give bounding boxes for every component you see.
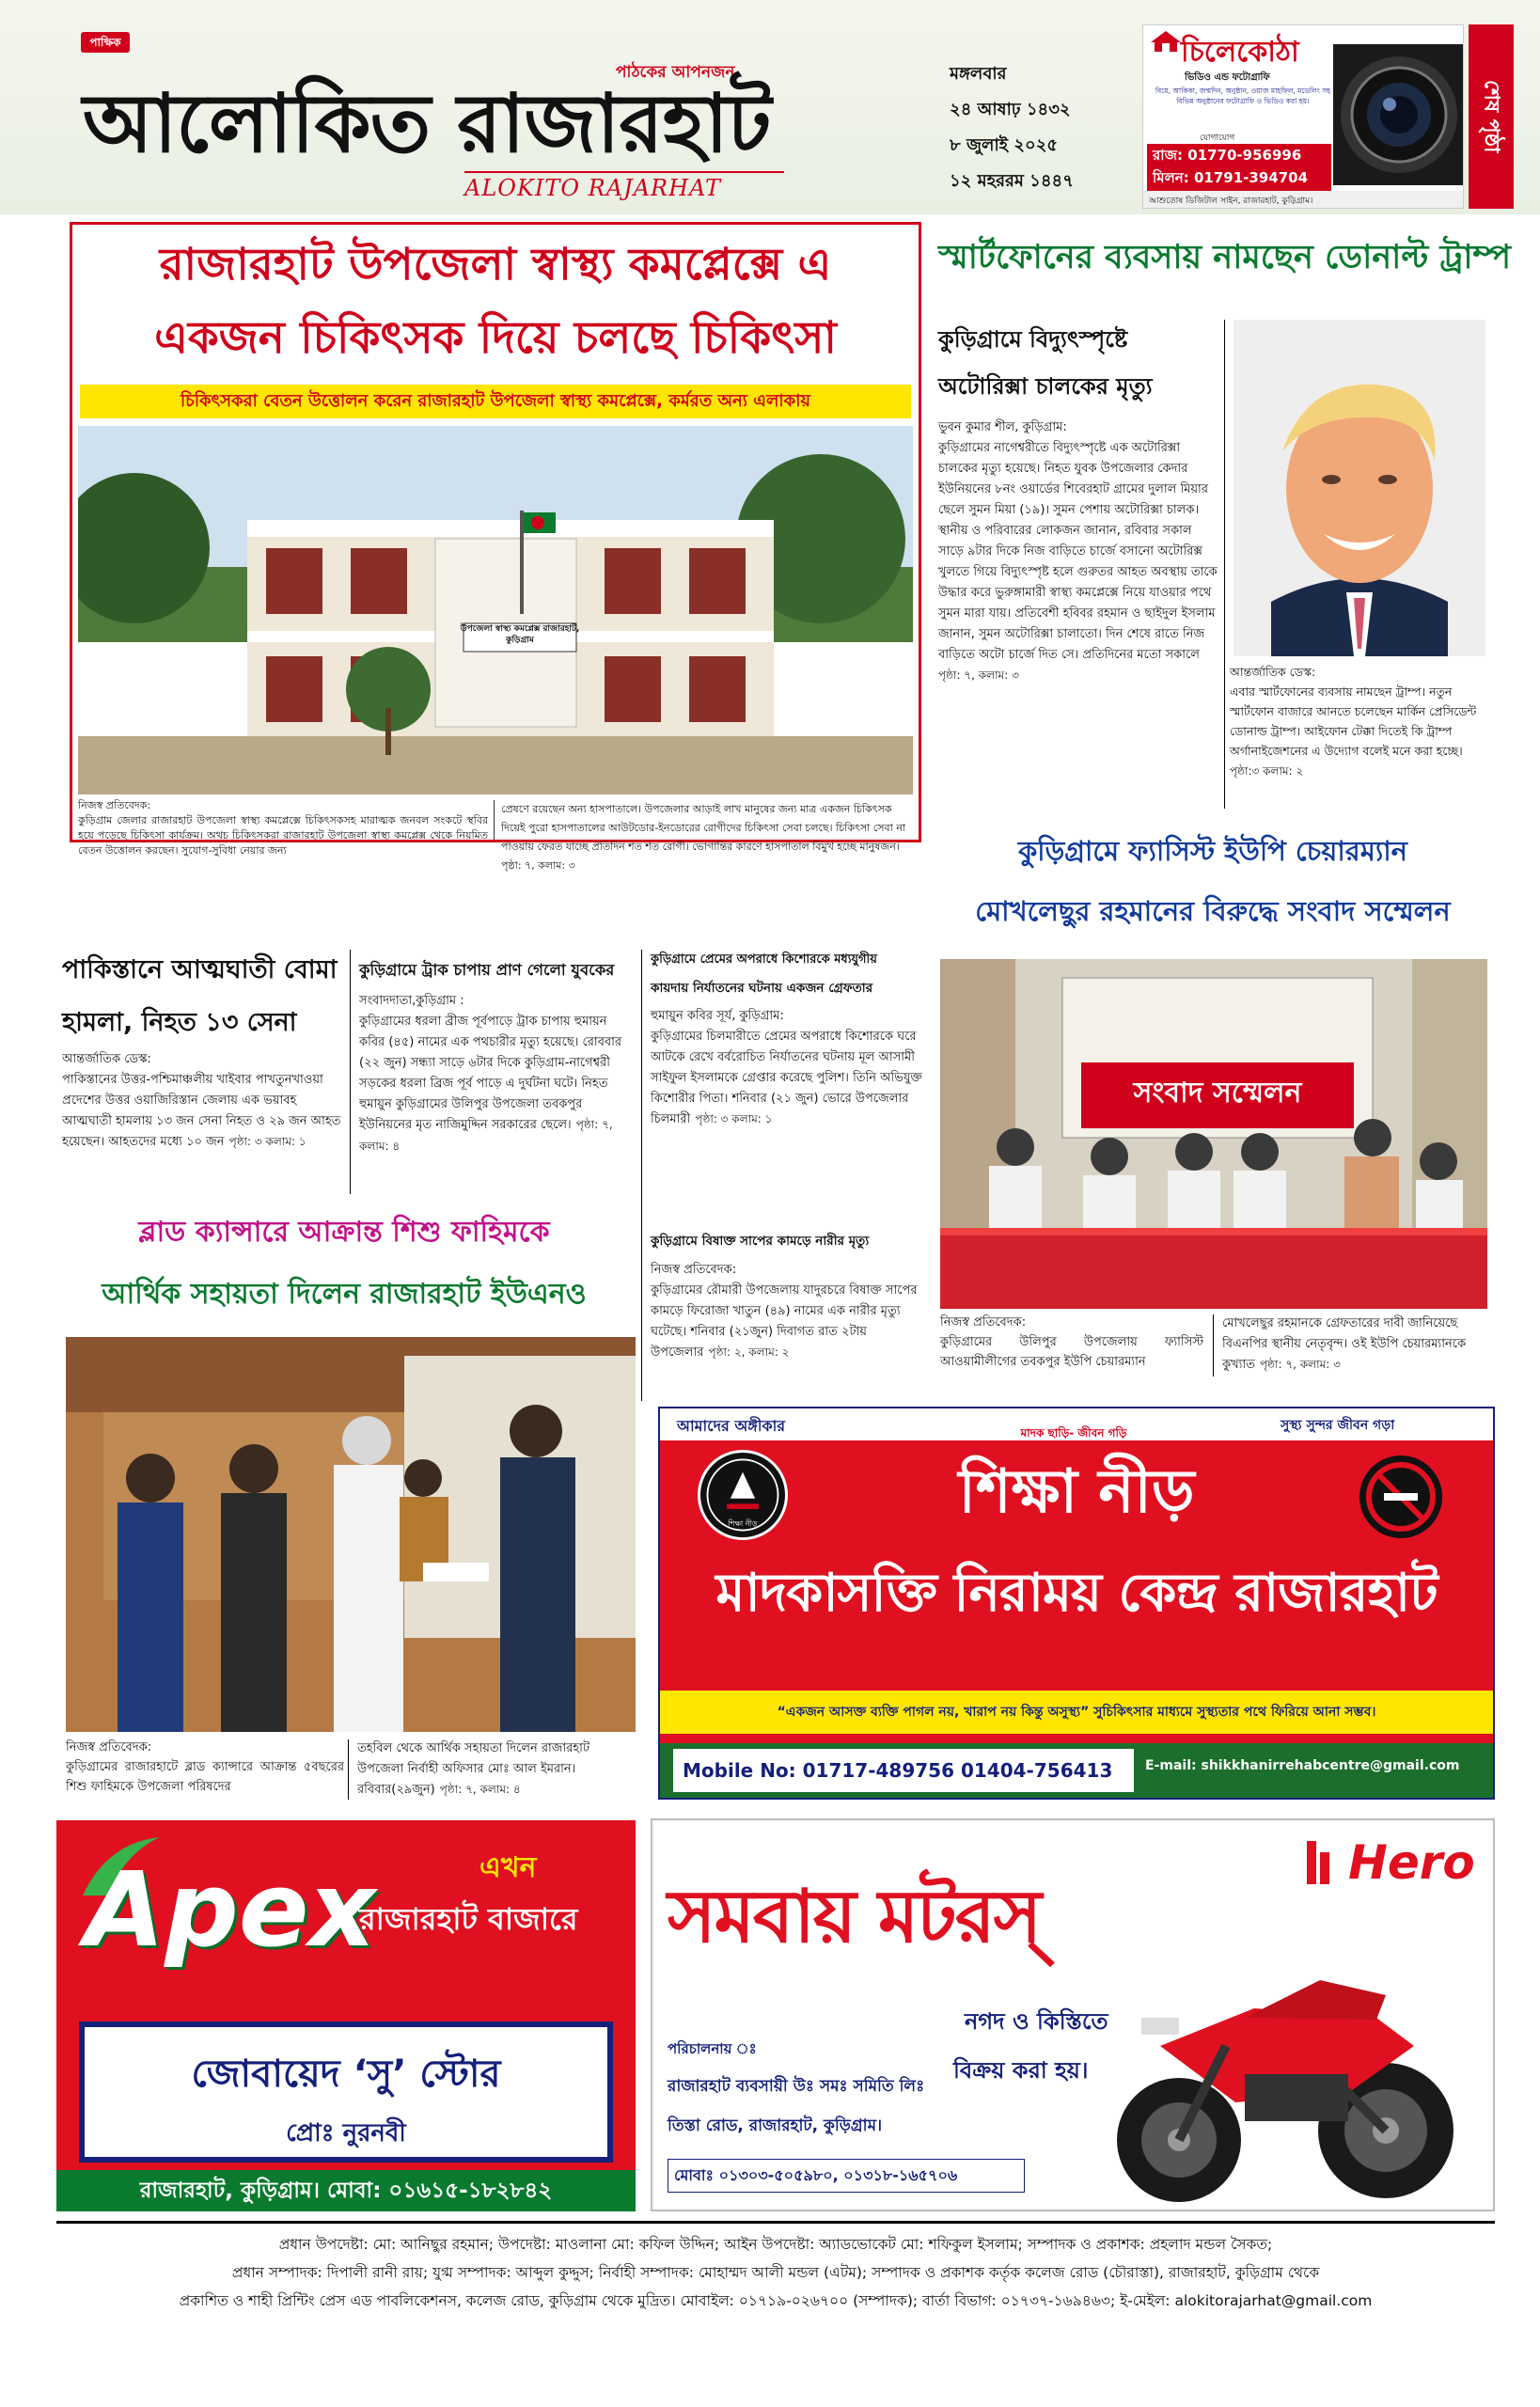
trump-byline: আন্তর্জাতিক ডেস্ক: bbox=[1230, 665, 1316, 679]
masthead-title: আলোকিত রাজারহাট bbox=[83, 77, 771, 171]
truck-byline: সংবাদদাতা,কুড়িগ্রাম : bbox=[359, 994, 464, 1008]
press-col-divider bbox=[1213, 1314, 1214, 1377]
cancer-photo bbox=[66, 1337, 636, 1732]
motors-manage-label: পরিচালনায় ঃ bbox=[668, 2040, 757, 2057]
hero-logo-icon bbox=[1303, 1839, 1341, 1886]
lead-story bbox=[70, 222, 921, 872]
rehab-title: শিক্ষা নীড় bbox=[958, 1457, 1195, 1527]
motors-terms-line1: নগদ ও কিস্তিতে bbox=[965, 2008, 1108, 2035]
cancer-col2 bbox=[357, 1738, 636, 1801]
apex-brand: Apex bbox=[85, 1849, 376, 1970]
lead-col1-text: কুড়িগ্রাম জেলার রাজারহাট উপজেলা স্বাস্থ্য কমপ্লেক্সে চিকিৎসকসহ মারাত্মক জনবল সংকটে স্থবির হয়ে পড়েছে চিকিৎসা কার্যক্রম। অথচ চিকিৎসকরা রাজারহাট উপজেলা স্বাস্থ্য কমপ্লেক্স থেকে নিয়মিত বেতন উত্তোলন করছেন। সুযোগ-সুবিধা নেয়ার জন্য bbox=[78, 814, 488, 857]
rehab-quote: “একজন আসক্ত ব্যক্তি পাগল নয়, খারাপ নয় কিন্তু অসুস্থ্য” সুচিকিৎসার মাধ্যমে সুস্থ্যতার পথে ফিরিয়ে আনা সম্ভব। bbox=[660, 1691, 1493, 1734]
electro-story bbox=[938, 316, 1220, 686]
motorcycle-image bbox=[1104, 1905, 1489, 2206]
trump-headline: স্মার্টফোনের ব্যবসায় নামছেন ডোনাল্ট ট্রাম্প bbox=[938, 239, 1512, 276]
lead-continued: পৃষ্ঠা: ৭, কলাম: ৩ bbox=[501, 859, 575, 872]
apex-footer: রাজারহাট, কুড়িগ্রাম। মোবা: ০১৬১৫-১৮২৮৪২ bbox=[56, 2170, 636, 2211]
header-ad-subtitle: ভিডিও এন্ড ফটোগ্রাফি bbox=[1185, 72, 1270, 83]
cancer-byline: নিজস্ব প্রতিবেদক: bbox=[66, 1740, 152, 1754]
pakistan-headline-line1: পাকিস্তানে আত্মঘাতী বোমা bbox=[62, 955, 338, 984]
cancer-col1 bbox=[66, 1738, 344, 1797]
cancer-continued: পৃষ্ঠা: ৭, কলাম: ৪ bbox=[439, 1783, 521, 1796]
cancer-col2-text: তহবিল থেকে আর্থিক সহায়তা দিলেন রাজারহাট উপজেলা নির্বাহী অফিসার মোঃ আল ইমরান। রবিবার(২৯জুন) bbox=[357, 1741, 590, 1797]
cancer-col-divider bbox=[348, 1739, 349, 1800]
electro-headline-line2: অটোরিক্সা চালকের মৃত্যু bbox=[938, 373, 1153, 400]
love-headline-line1: কুড়িগ্রামে প্রেমের অপরাধে কিশোরকে মধ্যযুগীয় bbox=[651, 952, 877, 967]
snake-body: কুড়িগ্রামের রৌমারী উপজেলায় যাদুরচরে বিষাক্ত সাপের কামড়ে ফিরোজা খাতুন (৪৯) নামের এক নারীর মৃত্যু ঘটেছে। শনিবার (২১জুন) দিবাগত রাত ২টায় উপজেলার bbox=[651, 1283, 918, 1360]
lead-headline-line1: রাজারহাট উপজেলা স্বাস্থ্য কমপ্লেক্সে এ bbox=[159, 239, 832, 291]
camera-icon bbox=[1333, 44, 1464, 185]
header-ad-phone2: মিলন: 01791-394704 bbox=[1147, 166, 1331, 192]
page-label: শেষ পৃষ্ঠা bbox=[1479, 80, 1503, 153]
love-body: কুড়িগ্রামের চিলমারীতে প্রেমের অপরাধে কিশোরকে ঘরে আটকে রেখে বর্বরোচিত নির্যাতনের ঘটনায় মূল আসামী সাইফুল ইসলামকে গ্রেপ্তার করেছে পুলিশ। তিনি অভিযুক্ত কিশোরীর পিতা। শনিবার (২১ জুন) ভোরে উপজেলার চিলমারী bbox=[651, 1030, 922, 1126]
snake-byline: নিজস্ব প্রতিবেদক: bbox=[651, 1263, 737, 1277]
love-headline-line2: কায়দায় নির্যাতনের ঘটনায় একজন গ্রেফতার bbox=[651, 981, 873, 996]
love-story bbox=[651, 946, 923, 1130]
header-ad-services: বিয়ে, আকিকা, জন্মদিন, অনুষ্ঠান, ওয়াজ মাহফিল, মডেলিং সহ বিভিন্ন অনুষ্ঠানের ফটোগ্রাফি ও ভিডিও করা হয়। bbox=[1155, 87, 1331, 105]
pakistan-headline-line2: হামলা, নিহত ১৩ সেনা bbox=[62, 1008, 297, 1037]
pakistan-story bbox=[62, 944, 342, 1153]
trump-text bbox=[1230, 662, 1487, 782]
pakistan-divider bbox=[350, 950, 351, 1194]
date-bangla: ২৪ আষাঢ় ১৪৩২ bbox=[950, 100, 1071, 119]
snake-story bbox=[651, 1222, 923, 1363]
masthead-tagline: পাঠকের আপনজন bbox=[616, 63, 735, 82]
press-headline-line1: কুড়িগ্রামে ফ্যাসিস্ট ইউপি চেয়ারম্যান bbox=[1017, 835, 1407, 867]
apex-store: জোবায়েদ ‘সু’ স্টোর bbox=[191, 2053, 501, 2096]
date-english: ৮ জুলাই ২০২৫ bbox=[950, 135, 1059, 155]
lead-col2 bbox=[501, 798, 913, 875]
press-continued: পৃষ্ঠা: ৭, কলাম: ৩ bbox=[1260, 1358, 1341, 1371]
press-col2-text: মোখলেছুর রহমানকে গ্রেফতারের দাবী জানিয়েছে বিএনপির স্থানীয় নেতৃবৃন্দ। ওই ইউপি চেয়ারম্যানকে কুখ্যাত bbox=[1222, 1316, 1467, 1372]
truck-divider bbox=[641, 950, 642, 1401]
press-banner-text: সংবাদ সম্মেলন bbox=[1133, 1077, 1302, 1109]
cancer-col1-text: কুড়িগ্রামের রাজারহাটে ব্লাড ক্যান্সারে আক্রান্ত ৫বছরের শিশু ফাহিমকে উপজেলা পরিষদের bbox=[66, 1760, 344, 1794]
lead-col1 bbox=[78, 798, 488, 858]
imprint-line2: প্রধান সম্পাদক: দিপালী রানী রায়; যুগ্ম সম্পাদক: আব্দুল কুদ্দুস; নির্বাহী সম্পাদক: মোহাম্মদ আলী মন্ডল (এটম); সম্পাদক ও প্রকাশক কর্তৃক কলেজ রোড (চৌরাস্তা), রাজারহাট, কুড়িগ্রাম থেকে bbox=[231, 2264, 1320, 2281]
cancer-headline-line1: ব্লাড ক্যান্সারে আক্রান্ত শিশু ফাহিমকে bbox=[138, 1216, 550, 1249]
header-ad-house-icon bbox=[1149, 29, 1183, 54]
apex-place: রাজারহাট বাজারে bbox=[359, 1901, 578, 1937]
lead-col-divider bbox=[494, 800, 495, 840]
motors-phone: মোবাঃ ০১৩০৩-৫০৫৯৮০, ০১৩১৮-১৬৫৭০৬ bbox=[668, 2159, 1025, 2193]
date-hijri: ১২ মহররম ১৪৪৭ bbox=[950, 171, 1074, 191]
imprint-rule bbox=[56, 2221, 1495, 2224]
rehab-top-left: আমাদের অঙ্গীকার bbox=[677, 1417, 786, 1435]
cancer-headline-line2: আর্থিক সহায়তা দিলেন রাজারহাট ইউএনও bbox=[102, 1278, 587, 1311]
pakistan-body: পাকিস্তানের উত্তর-পশ্চিমাঞ্চলীয় খাইবার পাখতুনখাওয়া প্রদেশের উত্তর ওয়াজিরিস্তান জেলায় এক ভয়াবহ আত্মঘাতী হামলায় ১৩ জন সেনা নিহত ও ২৯ জন আহত হয়েছেন। আহতদের মধ্যে ১০ জন bbox=[62, 1073, 341, 1149]
header-ad-name: চিলেকোঠা bbox=[1181, 36, 1299, 69]
masthead-title-english: ALOKITO RAJARHAT bbox=[464, 175, 722, 201]
lead-headline-line2: একজন চিকিৎসক দিয়ে চলছে চিকিৎসা bbox=[154, 312, 837, 364]
motors-terms-line2: বিক্রয় করা হয়। bbox=[953, 2057, 1089, 2084]
hospital-sign-text: উপজেলা স্বাস্থ্য কমপ্লেক্স রাজারহাট, কুড়িগ্রাম bbox=[460, 624, 580, 645]
trump-photo bbox=[1234, 320, 1485, 656]
pakistan-byline: আন্তর্জাতিক ডেস্ক: bbox=[62, 1052, 151, 1066]
imprint-line3: প্রকাশিত ও শাহী প্রিন্টিং প্রেস এড পাবলিকেশনস, কলেজ রোড, কুড়িগ্রাম থেকে মুদ্রিত। মোবাইল: ০১৭১৯-০২৬৭০০ (সম্পাদক); বার্তা বিভাগ: ০১৭৩৭-১৬৯৪৬৩; ই-মেইল: alokitorajarhat@gmail.com bbox=[179, 2292, 1373, 2309]
lead-byline: নিজস্ব প্রতিবেদক: bbox=[78, 799, 151, 811]
apex-owner: প্রোঃ নুরনবী bbox=[286, 2119, 406, 2147]
motors-address: তিস্তা রোড, রাজারহাট, কুড়িগ্রাম। bbox=[668, 2116, 883, 2135]
press-byline: নিজস্ব প্রতিবেদক: bbox=[940, 1315, 1027, 1329]
pakistan-continued: পৃষ্ঠা: ৩ কলাম: ১ bbox=[228, 1135, 306, 1148]
trump-continued: পৃষ্ঠা:৩ কলাম: ২ bbox=[1230, 764, 1304, 778]
electro-headline-line1: কুড়িগ্রামে বিদ্যুৎস্পৃষ্টে bbox=[938, 326, 1128, 353]
truck-headline: কুড়িগ্রামে ট্রাক চাপায় প্রাণ গেলো যুবকের bbox=[359, 961, 615, 979]
truck-continued: পৃষ্ঠা: ৭, কলাম: ৪ bbox=[359, 1118, 613, 1153]
press-col1-text: কুড়িগ্রামের উলিপুর উপজেলায় ফ্যাসিস্ট আওয়ামীলীগের তবকপুর ইউপি চেয়ারম্যান bbox=[940, 1335, 1203, 1369]
masthead-rule bbox=[464, 171, 784, 173]
motors-ad bbox=[651, 1818, 1495, 2211]
rehab-logo-text: শিক্ষা নীড় bbox=[728, 1519, 758, 1528]
rehab-top-center: মাদক ছাড়ি- জীবন গড়ি bbox=[1020, 1426, 1127, 1439]
rehab-subtitle: মাদকাসক্তি নিরাময় কেন্দ্র রাজারহাট bbox=[715, 1563, 1438, 1624]
love-continued: পৃষ্ঠা: ৩ কলাম: ১ bbox=[695, 1112, 773, 1125]
press-headline-line2: মোখলেছুর রহমানের বিরুদ্ধে সংবাদ সম্মেলন bbox=[975, 895, 1451, 927]
lead-hospital-photo bbox=[78, 426, 913, 794]
lead-col2-text: প্রেষণে রয়েছেন অন্য হাসপাতালে। উপজেলার আড়াই লাখ মানুষের জন্য মাত্র একজন চিকিৎসক দিয়েই পুরো হাসপাতালের আউটডোর-ইনডোরের রোগীদের চিকিৎসা সেবা চলছে। চিকিৎসা সেবা না পাওয়ায় ফেরত যাচ্ছে প্রতিদিন শত শত রোগী। ভোগান্তির কারণে হাসপাতাল বিমুখ হচ্ছে মানুষজন। bbox=[501, 803, 906, 853]
weekday: মঙ্গলবার bbox=[950, 64, 1007, 84]
press-col1 bbox=[940, 1313, 1203, 1372]
masthead-dates bbox=[950, 56, 1138, 199]
apex-ad bbox=[56, 1820, 636, 2211]
imprint-line1: প্রধান উপদেষ্টা: মো: আনিছুর রহমান; উপদেষ্টা: মাওলানা মো: কফিল উদ্দিন; আইন উপদেষ্টা: অ্যাডভোকেট মো: শফিকুল ইসলাম; সম্পাদক ও প্রকাশক: প্রহলাদ মন্ডল সৈকত; bbox=[278, 2236, 1273, 2253]
frequency-badge: পাক্ষিক bbox=[81, 32, 130, 53]
truck-body: কুড়িগ্রামের ধরলা ব্রীজ পূর্বপাড়ে ট্রাক চাপায় হুমায়ন কবির (৪৫) নামের এক পথচারীর মৃত্যু হয়েছে। রোববার (২২ জুন) সন্ধ্যা সাড়ে ৬টার দিকে কুড়িগ্রাম-নাগেশ্বরী সড়কের ধরলা ব্রিজ পূর্ব পাড়ে এ দুর্ঘটনা ঘটে। নিহত হুমায়ুন কুড়িগ্রামের উলিপুর উপজেলা তবকপুর ইউনিয়নের মৃত নাজিমুদ্দিন সরকারের ছেলে। bbox=[359, 1015, 622, 1132]
rehab-email: E-mail: shikkhanirrehabcentre@gmail.com bbox=[1145, 1758, 1460, 1773]
love-byline: হুমায়ুন কবির সূর্য, কুড়িগ্রাম: bbox=[651, 1009, 784, 1023]
rehab-ad bbox=[658, 1407, 1495, 1800]
imprint bbox=[56, 2230, 1495, 2315]
masthead bbox=[0, 0, 1540, 214]
header-ad-address: আশুতোষ ডিজিটাল সাইন, রাজারহাট, কুড়িগ্রাম। bbox=[1143, 191, 1464, 209]
motors-title: সমবায় মটরস্ bbox=[668, 1875, 1041, 1959]
electro-divider bbox=[1224, 320, 1225, 809]
header-ad-phone1: রাজ: 01770-956996 bbox=[1147, 144, 1331, 169]
rehab-mobile: Mobile No: 01717-489756 01404-756413 bbox=[673, 1749, 1134, 1792]
header-ad bbox=[1142, 24, 1464, 209]
press-col2 bbox=[1222, 1313, 1487, 1376]
motors-org: রাজারহাট ব্যবসায়ী উঃ সমঃ সমিতি লিঃ bbox=[668, 2077, 925, 2096]
electro-byline: ভুবন কুমার শীল, কুড়িগ্রাম: bbox=[938, 420, 1067, 434]
apex-now: এখন bbox=[479, 1851, 537, 1884]
header-ad-phone-label: যোগাযোগ bbox=[1200, 134, 1235, 143]
snake-continued: পৃষ্ঠা: ২, কলাম: ২ bbox=[708, 1345, 790, 1359]
motors-brand: Hero bbox=[1348, 1835, 1475, 1890]
press-photo bbox=[940, 959, 1487, 1309]
electro-continued: পৃষ্ঠা: ৭, কলাম: ৩ bbox=[938, 669, 1019, 682]
snake-headline: কুড়িগ্রামে বিষাক্ত সাপের কামড়ে নারীর মৃত্যু bbox=[651, 1234, 870, 1249]
truck-story bbox=[359, 953, 634, 1157]
rehab-top-right: সুস্থ্য সুন্দর জীবন গড়া bbox=[1281, 1418, 1395, 1433]
electro-body: কুড়িগ্রামের নাগেশ্বরীতে বিদ্যুৎস্পৃষ্টে এক অটোরিক্সা চালকের মৃত্যু হয়েছে। নিহত যুবক উপজেলার কেদার ইউনিয়নের ৮নং ওয়ার্ডের শিবেরহাট গ্রামের দুলাল মিয়ার ছেলে সুমন মিয়া (১৯)। সুমন পেশায় অটোরিক্সা চালক। স্থানীয় ও পরিবারের লোকজন জানান, রবিবার সকাল সাড়ে ৯টার দিকে নিজ বাড়িতে চার্জে বসানো অটোরিক্স খুলতে গিয়ে বিদ্যুৎস্পৃষ্ট হলে গুরুতর আহত অবস্থায় তাকে উদ্ধার করে ভুরুঙ্গামারী স্বাস্থ্য কমপ্লেক্সে নিয়ে যাওয়ার পথে সুমন মারা যায়। প্রতিবেশী হবিবর রহমান ও ছাইদুল ইসলাম জানান, সুমন অটোরিক্সা চালাতো। দিন শেষে রাতে নিজ বাড়িতে অটো চার্জে দিত সে। প্রতিদিনের মতো সকালে bbox=[938, 441, 1218, 662]
lead-subhead: চিকিৎসকরা বেতন উত্তোলন করেন রাজারহাট উপজেলা স্বাস্থ্য কমপ্লেক্সে, কর্মরত অন্য এলাকায় bbox=[80, 385, 911, 418]
trump-body: এবার স্মার্টফোনের ব্যবসায় নামছেন ট্রাম্প। নতুন স্মার্টফোন বাজারে আনতে চলেছেন মার্কিন প্রেসিডেন্ট ডোনাল্ড ট্রাম্প। আইফোন টেক্কা দিতেই কি ট্রাম্প অর্গানাইজেশনের এ উদ্যোগ বলেই মনে করা হচ্ছে। bbox=[1230, 684, 1477, 758]
page-label-ribbon bbox=[1469, 24, 1514, 209]
